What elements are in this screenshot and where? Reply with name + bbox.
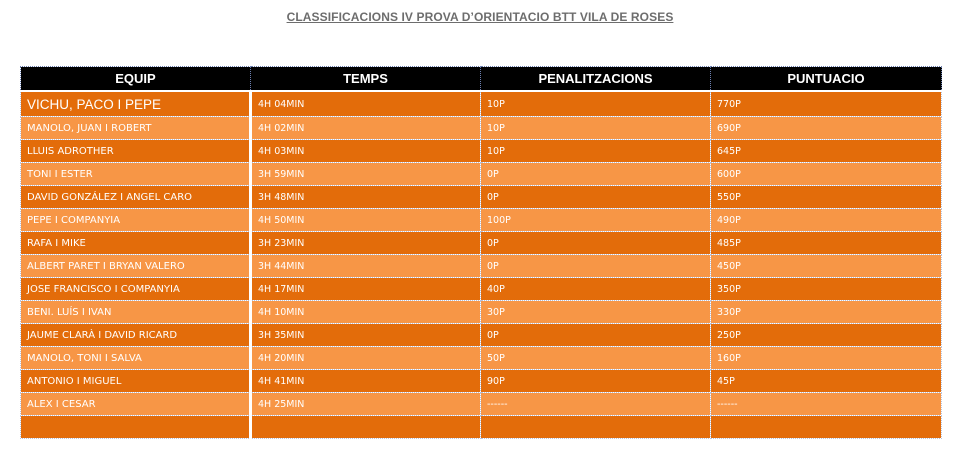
cell-temps: 3H 35MIN [251, 324, 481, 347]
cell-penalitzacions: 10P [481, 91, 711, 117]
cell-penalitzacions: ------ [481, 393, 711, 416]
table-row [21, 186, 942, 209]
cell-temps: 4H 02MIN [251, 117, 481, 140]
table-row [21, 163, 942, 186]
cell-puntuacio: 645P [711, 140, 942, 163]
cell-penalitzacions: 10P [481, 140, 711, 163]
cell-puntuacio: 330P [711, 301, 942, 324]
header-equip: EQUIP [21, 67, 251, 92]
cell-puntuacio: 485P [711, 232, 942, 255]
results-table [20, 66, 942, 439]
header-puntuacio: PUNTUACIO [711, 67, 942, 92]
table-body [21, 91, 942, 439]
cell-temps: 4H 50MIN [251, 209, 481, 232]
cell-equip [21, 416, 251, 439]
table-row [21, 91, 942, 117]
cell-puntuacio: 160P [711, 347, 942, 370]
cell-temps: 4H 04MIN [251, 91, 481, 117]
cell-penalitzacions: 0P [481, 163, 711, 186]
cell-penalitzacions: 10P [481, 117, 711, 140]
cell-equip: MANOLO, TONI I SALVA [21, 347, 251, 370]
table-row [21, 324, 942, 347]
table-row [21, 255, 942, 278]
table-row [21, 209, 942, 232]
cell-puntuacio [711, 416, 942, 439]
table-row [21, 140, 942, 163]
header-penalitzacions: PENALITZACIONS [481, 67, 711, 92]
cell-equip: MANOLO, JUAN I ROBERT [21, 117, 251, 140]
cell-temps: 4H 25MIN [251, 393, 481, 416]
cell-equip: ANTONIO I MIGUEL [21, 370, 251, 393]
cell-puntuacio: 690P [711, 117, 942, 140]
cell-temps: 3H 23MIN [251, 232, 481, 255]
cell-temps: 3H 59MIN [251, 163, 481, 186]
cell-puntuacio: ------ [711, 393, 942, 416]
table-row [21, 416, 942, 439]
cell-equip: BENI. LUÍS I IVAN [21, 301, 251, 324]
cell-puntuacio: 450P [711, 255, 942, 278]
cell-temps: 4H 17MIN [251, 278, 481, 301]
cell-penalitzacions: 0P [481, 324, 711, 347]
table-row [21, 393, 942, 416]
table-row [21, 301, 942, 324]
cell-equip: PEPE I COMPANYIA [21, 209, 251, 232]
cell-temps [251, 416, 481, 439]
cell-penalitzacions [481, 416, 711, 439]
cell-temps: 4H 10MIN [251, 301, 481, 324]
cell-equip: JAUME CLARÀ I DAVID RICARD [21, 324, 251, 347]
table-row [21, 347, 942, 370]
cell-penalitzacions: 0P [481, 186, 711, 209]
cell-puntuacio: 45P [711, 370, 942, 393]
cell-equip: ALBERT PARET I BRYAN VALERO [21, 255, 251, 278]
cell-penalitzacions: 90P [481, 370, 711, 393]
table-header [21, 67, 942, 92]
table-row [21, 370, 942, 393]
cell-equip: LLUIS ADROTHER [21, 140, 251, 163]
cell-temps: 4H 03MIN [251, 140, 481, 163]
cell-temps: 4H 20MIN [251, 347, 481, 370]
table-row [21, 232, 942, 255]
header-temps: TEMPS [251, 67, 481, 92]
cell-penalitzacions: 0P [481, 232, 711, 255]
table-row [21, 117, 942, 140]
cell-puntuacio: 600P [711, 163, 942, 186]
cell-puntuacio: 770P [711, 91, 942, 117]
cell-equip: RAFA I MIKE [21, 232, 251, 255]
cell-penalitzacions: 40P [481, 278, 711, 301]
cell-puntuacio: 490P [711, 209, 942, 232]
cell-puntuacio: 550P [711, 186, 942, 209]
page-title: CLASSIFICACIONS IV PROVA D’ORIENTACIO BTT VILA DE ROSES [286, 10, 674, 24]
cell-penalitzacions: 0P [481, 255, 711, 278]
cell-temps: 3H 44MIN [251, 255, 481, 278]
header-row [21, 67, 942, 92]
cell-equip: VICHU, PACO I PEPE [21, 91, 251, 117]
cell-puntuacio: 250P [711, 324, 942, 347]
cell-penalitzacions: 50P [481, 347, 711, 370]
cell-equip: TONI I ESTER [21, 163, 251, 186]
cell-equip: ALEX I CESAR [21, 393, 251, 416]
cell-temps: 4H 41MIN [251, 370, 481, 393]
cell-temps: 3H 48MIN [251, 186, 481, 209]
table-row [21, 278, 942, 301]
cell-equip: DAVID GONZÁLEZ I ANGEL CARO [21, 186, 251, 209]
cell-penalitzacions: 30P [481, 301, 711, 324]
cell-penalitzacions: 100P [481, 209, 711, 232]
cell-puntuacio: 350P [711, 278, 942, 301]
cell-equip: JOSE FRANCISCO I COMPANYIA [21, 278, 251, 301]
